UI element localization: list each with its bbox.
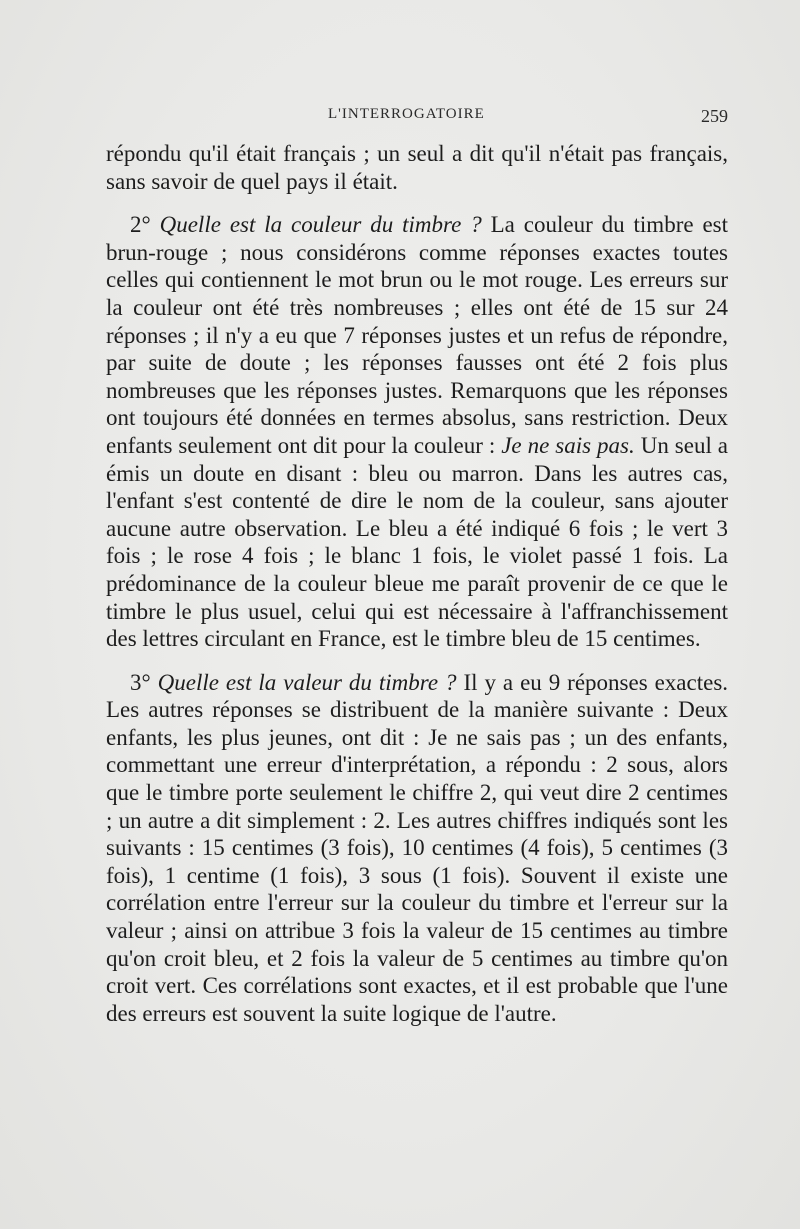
- paragraph-text: répondu qu'il était français ; un seul a dit qu'il n'était pas français, sans savoir de quel pays il était.: [106, 141, 728, 194]
- quoted-answer: Je ne sais pas.: [501, 432, 635, 458]
- page-number: 259: [701, 106, 728, 126]
- paragraph-text: La couleur du timbre est brun-rouge ; nous considérons comme réponses exactes toutes celles qui contiennent le mot brun ou le mot rouge. Les erreurs sur la couleur ont été très nombreuses ; elles ont été de 15 sur 24 réponses ; il n'y a eu que 7 réponses justes et un refus de répondre, par suite de doute ; les réponses fausses ont été 2 fois plus nombreuses que les réponses justes. Remarquons que les réponses ont toujours été données en termes absolus, sans restriction. Deux enfants seulement ont dit pour la couleur :: [106, 212, 729, 458]
- paragraph-question-3: [106, 669, 728, 1028]
- running-head: [108, 106, 728, 130]
- body-text: [106, 140, 728, 1027]
- paragraph-question-2: [106, 211, 728, 653]
- running-title: L'INTERROGATOIRE: [328, 106, 485, 122]
- paragraph-text: Il y a eu 9 réponses exactes. Les autres réponses se distribuent de la manière suivante : Deux enfants, les plus jeunes, ont dit : Je ne sais pas ; un des enfants, commettant une erreur d'interprétation, a répondu : 2 sous, alors que le timbre porte seulement le chiffre 2, qui veut dire 2 centimes ; un autre a dit simplement : 2. Les autres chiffres indiqués sont les suivants : 15 centimes (3 fois), 10 centimes (4 fois), 5 centimes (3 fois), 1 centime (1 fois), 3 sous (1 fois). Souvent il existe une corrélation entre l'erreur sur la couleur du timbre et l'erreur sur la valeur ; ainsi on attribue 3 fois la valeur de 15 centimes au timbre qu'on croit bleu, et 2 fois la valeur de 5 centimes au timbre qu'on croit vert. Ces corrélations sont exactes, et il est probable que l'une des erreurs est souvent la suite logique de l'autre.: [106, 669, 729, 1026]
- question-text: Quelle est la valeur du timbre ?: [157, 669, 457, 695]
- paragraph-continuation: [106, 140, 728, 195]
- question-text: Quelle est la couleur du timbre ?: [159, 212, 482, 238]
- question-number: 2°: [130, 212, 151, 238]
- question-number: 3°: [130, 669, 151, 695]
- paragraph-text: Un seul a émis un doute en disant : bleu ou marron. Dans les autres cas, l'enfant s'est contenté de dire le nom de la couleur, sans ajouter aucune autre observation. Le bleu a été indiqué 6 fois ; le vert 3 fois ; le rose 4 fois ; le blanc 1 fois, le violet passé 1 fois. La prédominance de la couleur bleue me paraît provenir de ce que le timbre le plus usuel, celui qui est nécessaire à l'affranchissement des lettres circulant en France, est le timbre bleu de 15 centimes.: [106, 432, 729, 652]
